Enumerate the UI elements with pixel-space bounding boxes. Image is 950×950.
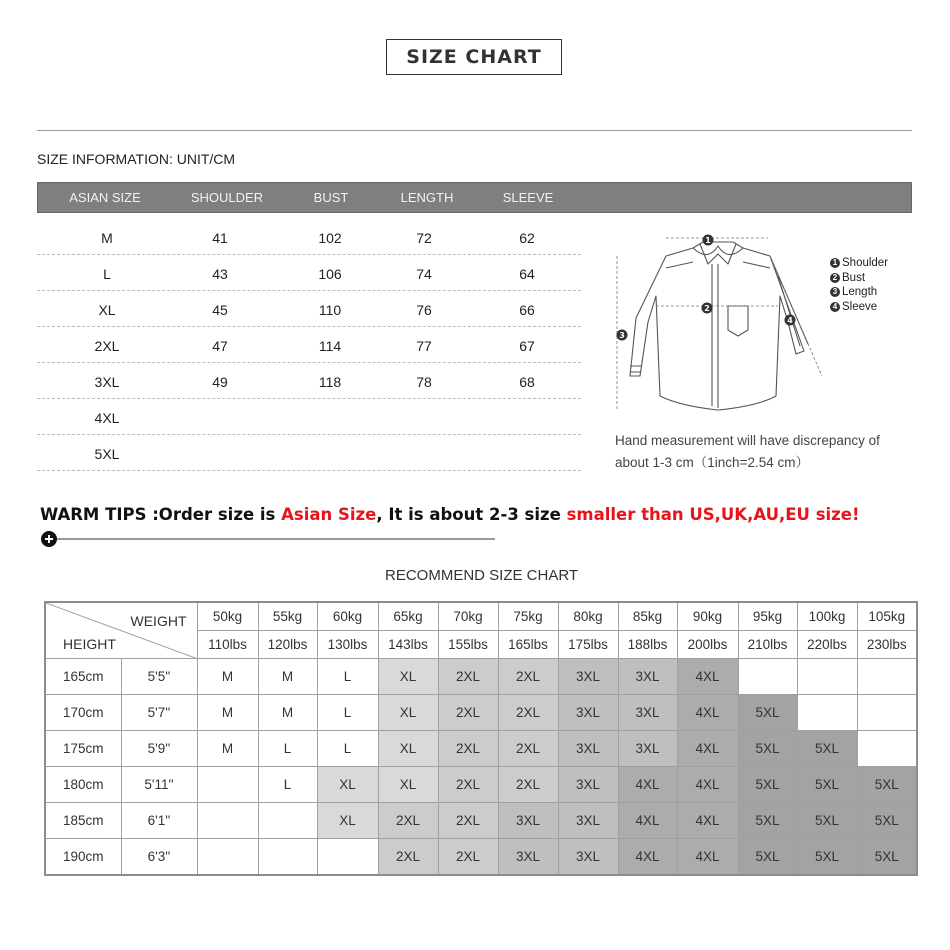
header-sleeve: SLEEVE [502,190,554,205]
note-line-1: Hand measurement will have discrepancy of [615,433,880,448]
cell-length: 78 [416,374,432,390]
size-cell: 2XL [498,695,558,731]
size-cell [857,659,917,695]
number-badge-icon: 2 [830,273,840,283]
cell-shoulder: 45 [212,302,228,318]
cell-length: 77 [416,338,432,354]
legend-item-length [830,285,888,300]
size-cell: 3XL [558,731,618,767]
size-cell: XL [317,803,378,839]
size-cell: 2XL [438,731,498,767]
size-cell: XL [378,731,438,767]
legend-item-shoulder [830,256,888,271]
size-cell: 4XL [677,659,738,695]
svg-text:3: 3 [619,331,625,340]
size-cell: M [197,731,258,767]
size-cell: 3XL [558,803,618,839]
size-cell: 2XL [438,767,498,803]
weight-kg-cell: 105kg [857,602,917,631]
size-cell: 2XL [438,803,498,839]
cell-sleeve: 68 [519,374,535,390]
weight-kg-cell: 60kg [317,602,378,631]
size-cell: 5XL [797,731,857,767]
cell-bust: 106 [318,266,342,282]
size-cell: 4XL [677,731,738,767]
weight-lbs-cell: 155lbs [438,631,498,659]
size-cell: 5XL [857,839,917,876]
page-title: SIZE CHART [386,39,562,75]
height-ft-cell: 6'1'' [121,803,197,839]
warm-tips [40,505,860,524]
weight-lbs-cell: 165lbs [498,631,558,659]
size-cell: 3XL [618,659,677,695]
size-cell: 4XL [618,767,677,803]
header-bust: BUST [313,190,349,205]
cell-length: 74 [416,266,432,282]
cell-length: 76 [416,302,432,318]
size-cell: 3XL [498,839,558,876]
weight-lbs-cell: 110lbs [197,631,258,659]
size-cell: 4XL [677,803,738,839]
header-asian-size: ASIAN SIZE [69,190,141,205]
number-badge-icon: 4 [830,302,840,312]
table-row [37,219,581,255]
size-cell: L [317,659,378,695]
size-cell: 3XL [618,695,677,731]
weight-kg-cell: 70kg [438,602,498,631]
table-row [45,803,917,839]
weight-lbs-cell: 175lbs [558,631,618,659]
size-cell: 5XL [738,731,797,767]
size-cell: 2XL [498,767,558,803]
legend-label: Length [842,286,878,299]
cell-shoulder: 43 [212,266,228,282]
measurement-note [615,430,915,474]
size-cell: 2XL [498,731,558,767]
shirt-diagram [608,226,828,422]
table-row [37,435,581,471]
height-ft-cell: 5'9'' [121,731,197,767]
table-row [37,291,581,327]
weight-lbs-cell: 188lbs [618,631,677,659]
number-badge-icon: 3 [830,287,840,297]
size-cell: XL [317,767,378,803]
height-cm-cell: 165cm [45,659,121,695]
size-cell: 2XL [378,839,438,876]
weight-kg-cell: 90kg [677,602,738,631]
cell-shoulder: 47 [212,338,228,354]
size-cell [258,803,317,839]
size-cell [857,695,917,731]
size-cell: 2XL [378,803,438,839]
size-cell [197,839,258,876]
height-cm-cell: 175cm [45,731,121,767]
height-ft-cell: 5'7'' [121,695,197,731]
size-cell: L [317,695,378,731]
table-row [45,767,917,803]
table-row [45,695,917,731]
weight-lbs-cell: 200lbs [677,631,738,659]
size-cell: 4XL [677,695,738,731]
weight-lbs-cell: 143lbs [378,631,438,659]
size-cell: 3XL [558,767,618,803]
size-cell: 2XL [438,659,498,695]
size-cell [197,767,258,803]
size-cell: 4XL [618,839,677,876]
size-cell: 5XL [797,767,857,803]
size-cell: 5XL [857,803,917,839]
weight-lbs-cell: 130lbs [317,631,378,659]
header-shoulder: SHOULDER [190,190,264,205]
size-cell: M [197,695,258,731]
cell-size: 4XL [94,410,120,426]
table-row [45,839,917,876]
header-length: LENGTH [400,190,454,205]
height-ft-cell: 5'5'' [121,659,197,695]
size-cell: 5XL [738,803,797,839]
cell-sleeve: 64 [519,266,535,282]
height-ft-cell: 6'3'' [121,839,197,876]
size-cell: 2XL [438,839,498,876]
cell-bust: 114 [318,338,342,354]
height-ft-cell: 5'11'' [121,767,197,803]
size-cell: 3XL [558,839,618,876]
size-cell: 5XL [857,767,917,803]
size-cell [797,659,857,695]
table-corner [45,602,197,659]
weight-kg-cell: 50kg [197,602,258,631]
size-cell [738,659,797,695]
size-cell: L [258,731,317,767]
warm-tips-asian-size: Asian Size [281,505,377,524]
cell-bust: 118 [318,374,342,390]
size-cell: 5XL [797,839,857,876]
size-cell [857,731,917,767]
height-cm-cell: 170cm [45,695,121,731]
table-row [37,255,581,291]
size-cell: XL [378,695,438,731]
table-row [37,363,581,399]
diagram-legend [830,256,888,314]
size-cell: 2XL [438,695,498,731]
height-cm-cell: 180cm [45,767,121,803]
note-line-2: about 1-3 cm（1inch=2.54 cm） [615,455,809,470]
legend-label: Sleeve [842,300,878,313]
warm-tips-text: , It is about 2-3 size [376,505,567,524]
weight-kg-cell: 100kg [797,602,857,631]
cell-bust: 110 [318,302,342,318]
svg-text:2: 2 [704,304,710,313]
size-cell [197,803,258,839]
tips-divider [40,531,495,547]
cell-size: M [101,230,113,246]
size-cell: M [197,659,258,695]
cell-sleeve: 62 [519,230,535,246]
size-cell: 3XL [558,695,618,731]
weight-kg-cell: 75kg [498,602,558,631]
height-cm-cell: 185cm [45,803,121,839]
legend-label: Bust [842,271,866,284]
weight-kg-cell: 65kg [378,602,438,631]
size-cell: 2XL [498,659,558,695]
cell-shoulder: 49 [212,374,228,390]
recommend-title: RECOMMEND SIZE CHART [385,567,579,584]
size-cell [317,839,378,876]
size-cell: 5XL [738,839,797,876]
table-row [37,399,581,435]
size-information-label: SIZE INFORMATION: UNIT/CM [37,151,236,167]
cell-sleeve: 67 [519,338,535,354]
size-cell: 5XL [738,767,797,803]
legend-item-bust [830,271,888,286]
height-cm-cell: 190cm [45,839,121,876]
weight-lbs-cell: 220lbs [797,631,857,659]
size-cell: 3XL [498,803,558,839]
cell-size: L [103,266,111,282]
size-cell: L [258,767,317,803]
size-cell: 4XL [618,803,677,839]
weight-kg-cell: 80kg [558,602,618,631]
weight-kg-cell: 55kg [258,602,317,631]
weight-lbs-cell: 230lbs [857,631,917,659]
size-cell: XL [378,767,438,803]
size-cell: M [258,695,317,731]
measure-markers [617,235,796,341]
cell-size: 3XL [94,374,120,390]
table-row [45,731,917,767]
size-cell: 4XL [677,839,738,876]
cell-sleeve: 66 [519,302,535,318]
cell-size: 5XL [94,446,120,462]
warm-tips-text: WARM TIPS :Order size is [40,505,282,524]
number-badge-icon: 1 [830,258,840,268]
cell-size: 2XL [94,338,120,354]
weight-kg-cell: 95kg [738,602,797,631]
warm-tips-warning: smaller than US,UK,AU,EU size! [566,505,860,524]
size-cell: L [317,731,378,767]
cell-size: XL [98,302,116,318]
size-cell: 4XL [677,767,738,803]
recommend-size-table [44,601,918,876]
size-cell: 3XL [618,731,677,767]
svg-text:1: 1 [705,236,711,245]
weight-kg-cell: 85kg [618,602,677,631]
divider [37,130,912,131]
size-cell: 3XL [558,659,618,695]
size-cell: XL [378,659,438,695]
cell-length: 72 [416,230,432,246]
cell-shoulder: 41 [212,230,228,246]
size-cell [258,839,317,876]
svg-text:4: 4 [787,316,793,325]
cell-bust: 102 [318,230,342,246]
size-table-header [37,182,912,213]
legend-item-sleeve [830,300,888,315]
size-cell: M [258,659,317,695]
size-cell: 5XL [797,803,857,839]
legend-label: Shoulder [842,257,889,269]
size-cell: 5XL [738,695,797,731]
size-cell [797,695,857,731]
table-row [45,659,917,695]
height-label: HEIGHT [63,636,116,652]
weight-label: WEIGHT [130,613,187,629]
weight-lbs-cell: 120lbs [258,631,317,659]
table-row [37,327,581,363]
weight-lbs-cell: 210lbs [738,631,797,659]
